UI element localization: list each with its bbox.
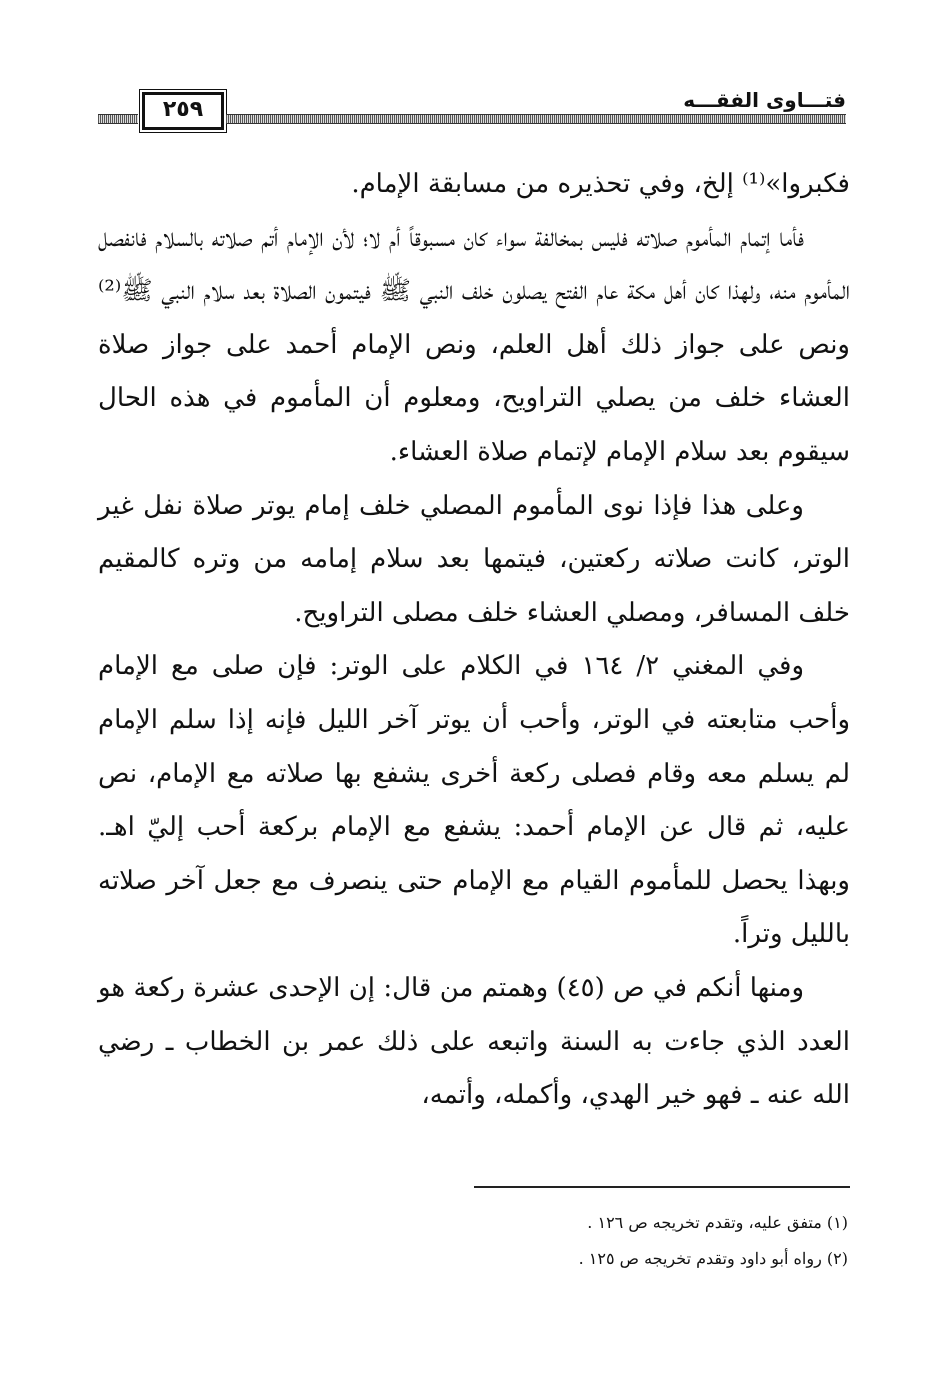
header-rule-right xyxy=(226,114,846,124)
paragraph: وفي المغني ٢/ ١٦٤ في الكلام على الوتر: فإن صلى مع الإمام وأحب متابعته في الوتر، وأحب أن يوتر آخر الليل فإنه إذا سلم الإمام لم يسلم معه وقام فصلى ركعة أخرى يشفع بها صلاته مع الإمام، نص عليه، ثم قال عن الإمام أحمد: يشفع مع الإمام بركعة أحب إليّ اهـ. وبهذا يحصل للمأموم القيام مع الإمام حتى ينصرف مع جعل آخر صلاته بالليل وتراً. xyxy=(98,651,850,950)
main-text xyxy=(98,158,850,1123)
footnote-separator xyxy=(474,1186,850,1188)
header-rule-left xyxy=(98,114,138,124)
footnote: (٢) رواه أبو داود وتقدم تخريجه ص ١٢٥ . xyxy=(578,1249,848,1268)
page-number: ٢٥٩ xyxy=(142,92,224,130)
paragraph: فكبروا»⁽¹⁾ إلخ، وفي تحذيره من مسابقة الإمام. xyxy=(351,169,850,199)
page-header xyxy=(98,88,846,128)
book-title: فتـــاوى الفقـــه xyxy=(683,88,846,112)
paragraph: وعلى هذا فإذا نوى المأموم المصلي خلف إمام يوتر صلاة نفل غير الوتر، كانت صلاته ركعتين، فيتمها بعد سلام إمامه من وتره كالمقيم خلف المسافر، ومصلي العشاء خلف مصلى التراويح. xyxy=(98,490,850,628)
paragraph: فأما إتمام المأموم صلاته فليس بمخالفة سواء كان مسبوقاً أم لا؛ لأن الإمام أتم صلاته بالسلام فانفصل المأموم منه، ولهذا كان أهل مكة عام الفتح يصلون خلف النبي ﷺ فيتمون الصلاة بعد سلام النبي ﷺ⁽²⁾ ونص على جواز ذلك أهل العلم، ونص الإمام أحمد على جواز صلاة العشاء خلف من يصلي التراويح، ومعلوم أن المأموم في هذه الحال سيقوم بعد سلام الإمام لإتمام صلاة العشاء. xyxy=(98,222,850,467)
paragraph: ومنها أنكم في ص (٤٥) وهمتم من قال: إن الإحدى عشرة ركعة هو العدد الذي جاءت به السنة واتبعه على ذلك عمر بن الخطاب ـ رضي الله عنه ـ فهو خير الهدي، وأكمله، وأتمه، xyxy=(98,972,850,1111)
footnote: (١) متفق عليه، وتقدم تخريجه ص ١٢٦ . xyxy=(587,1213,848,1232)
footnotes xyxy=(470,1205,848,1277)
